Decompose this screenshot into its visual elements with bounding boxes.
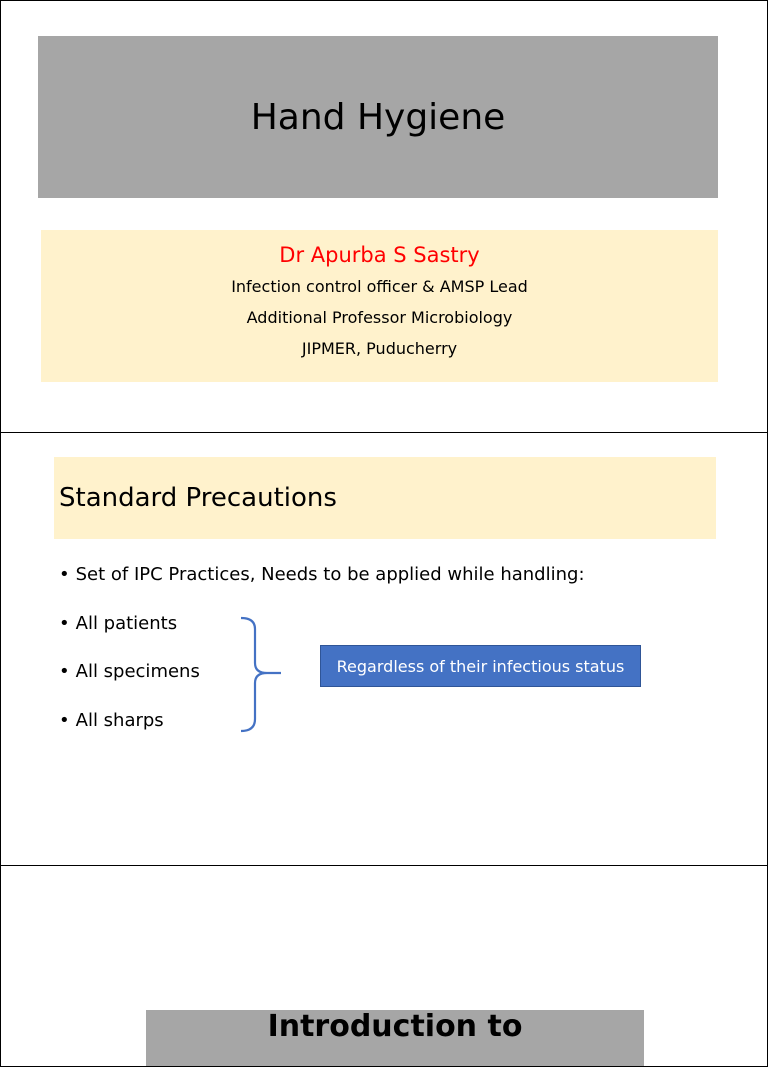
author-institution: JIPMER, Puducherry — [301, 339, 458, 358]
bullet-text: Set of IPC Practices, Needs to be applied while handling: — [75, 564, 585, 585]
bullet-item: • Set of IPC Practices, Needs to be applied while handling: — [59, 564, 585, 585]
bullet-text: All patients — [75, 613, 178, 634]
bullet-item: • All specimens — [59, 661, 200, 682]
author-name: Dr Apurba S Sastry — [279, 243, 480, 267]
bullet-item: • All sharps — [59, 710, 164, 731]
right-brace-icon — [237, 615, 285, 735]
slide-title-text: Hand Hygiene — [250, 96, 506, 138]
bullet-text: All specimens — [75, 661, 200, 682]
slide-introduction — [0, 865, 768, 1067]
bullet-text: All sharps — [75, 710, 164, 731]
section-header — [54, 457, 716, 539]
slide-title — [0, 0, 768, 433]
title-banner — [38, 36, 718, 198]
section-heading: Standard Precautions — [59, 483, 337, 513]
slide-standard-precautions — [0, 432, 768, 866]
author-position: Additional Professor Microbiology — [246, 308, 513, 327]
intro-title-banner — [146, 1010, 644, 1067]
author-info-box — [41, 230, 718, 382]
intro-title-text: Introduction to — [267, 1009, 523, 1044]
author-role: Infection control officer & AMSP Lead — [231, 277, 528, 296]
callout-box: Regardless of their infectious status — [320, 645, 641, 687]
bullet-item: • All patients — [59, 613, 178, 634]
